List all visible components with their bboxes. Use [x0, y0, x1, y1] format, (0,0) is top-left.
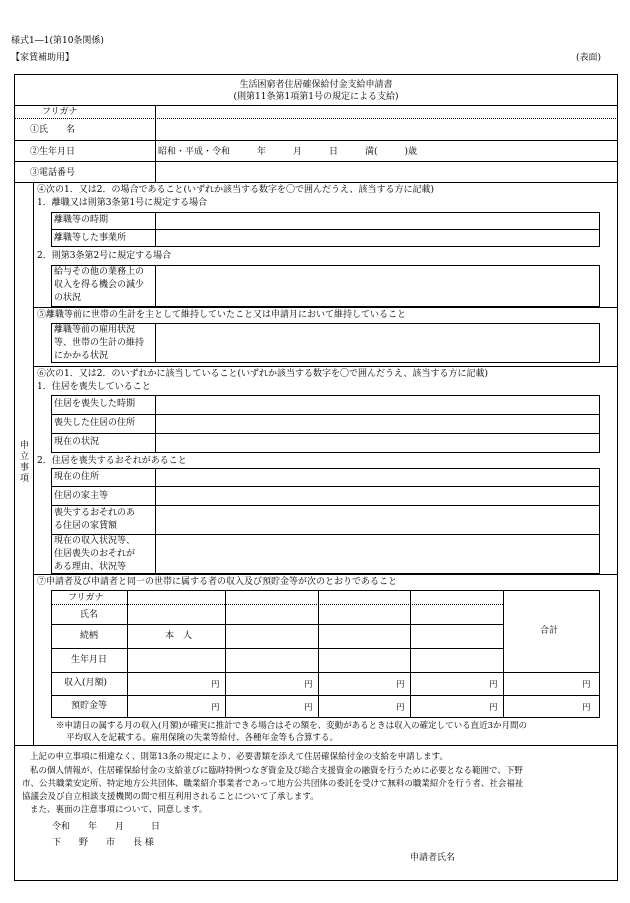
section6-heading: ⑥次の1．又は2．のいずれかに該当していること(いずれか該当する数字を〇で囲んだうえ、該当する方に記載) [37, 369, 489, 379]
section5-heading: ⑤離職等前に世帯の生計を主として維持していたこと又は申請月において維持していること [37, 310, 407, 320]
addressee: 下 野 市 長 様 [52, 838, 154, 848]
birthdate-label: ②生年月日 [30, 147, 76, 157]
divider [503, 590, 504, 718]
col-relation-label: 続柄 [80, 631, 99, 641]
divider [51, 229, 600, 230]
col-furigana-label: フリガナ [68, 593, 104, 603]
divider [155, 265, 156, 307]
signature-field[interactable] [462, 850, 612, 866]
row-rent-2: る住居の家賃額 [54, 521, 118, 531]
birthdate-field[interactable]: 昭和・平成・令和 年 月 日 満( )歳 [158, 147, 418, 157]
divider [51, 414, 600, 415]
row-employment-1: 離職等前の雇用状況 [54, 325, 136, 335]
row-reason-1: 現在の収入状況等、 [54, 536, 136, 546]
row-rent-1: 喪失するおそれのあ [54, 508, 136, 518]
row-resign-office: 離職等した事業所 [54, 233, 127, 243]
yen-income-2: 円 [304, 680, 313, 690]
divider [318, 590, 319, 718]
divider [155, 395, 156, 453]
phone-label: ③電話番号 [30, 168, 76, 178]
row-lost-time: 住居を喪失した時期 [54, 399, 136, 409]
name-field[interactable] [158, 119, 615, 139]
declaration-3: また、裏面の注意事項について、同意します。 [30, 805, 208, 815]
divider [33, 182, 34, 745]
divider [51, 486, 600, 487]
yen-income-4: 円 [489, 680, 498, 690]
col-name-label: 氏名 [80, 610, 99, 620]
col-birth-label: 生年月日 [71, 655, 108, 665]
yen-savings-3: 円 [396, 703, 405, 713]
row-current-status: 現在の状況 [54, 437, 100, 447]
row-current-address: 現在の住所 [54, 472, 100, 482]
row-income-loss-2: 収入を得る機会の減少 [54, 280, 145, 290]
category-label: 【家賃補助用】 [11, 53, 75, 63]
yen-savings-4: 円 [489, 703, 498, 713]
row-landlord: 住居の家主等 [54, 491, 109, 501]
side-label: (表面) [576, 53, 602, 63]
row-reason-3: ある理由、状況等 [54, 562, 127, 572]
divider [51, 695, 600, 696]
yen-income-1: 円 [211, 680, 220, 690]
yen-income-total: 円 [582, 680, 591, 690]
divider [14, 745, 618, 746]
divider [155, 105, 156, 182]
row-income-loss-3: の状況 [54, 293, 82, 303]
relation-self: 本 人 [165, 631, 193, 641]
divider [51, 534, 600, 535]
row-resign-time: 離職等の時期 [54, 215, 109, 225]
form-title: 生活困窮者住居確保給付金支給申請書 [239, 80, 393, 90]
divider [51, 604, 503, 605]
divider [51, 505, 600, 506]
divider [14, 182, 618, 183]
divider [33, 366, 618, 367]
divider [155, 468, 156, 574]
form-subtitle: (則第11条第1項第1号の規定による支給) [233, 92, 399, 102]
divider [410, 590, 411, 718]
total-label: 合計 [540, 626, 559, 636]
declaration-2a: 私の個人情報が、住居確保給付金の支給並びに臨時特例つなぎ資金及び総合支援資金の融資を行うために必要となる範囲で、下野 [30, 766, 523, 776]
divider [51, 648, 503, 649]
side-label-moushitate: 申立事項 [18, 440, 28, 484]
yen-income-3: 円 [396, 680, 405, 690]
divider [127, 590, 128, 718]
section4-item2: 2．則第3条第2号に規定する場合 [37, 251, 172, 261]
declaration-2b: 市、公共職業安定所、特定地方公共団体、職業紹介事業者であって地方公共団体の委託を受けて無料の職業紹介を行う者、社会福祉 [22, 779, 524, 789]
yen-savings-total: 円 [582, 703, 591, 713]
income-note-1: ※申請日の属する月の収入(月額)が確実に推計できる場合はその額を、変動があるときは収入の確定している直近3か月間の [56, 721, 528, 731]
income-table [51, 590, 600, 718]
section4-item1: 1．離職又は則第3条第1号に規定する場合 [37, 198, 208, 208]
application-date[interactable]: 令和 年 月 日 [52, 822, 161, 832]
divider [14, 105, 618, 106]
divider [33, 307, 618, 308]
phone-field[interactable] [158, 162, 615, 181]
declaration-1: 上記の申立事項に相違なく、則第13条の規定により、必要書類を添えて住居確保給付金の支給を申請します。 [30, 752, 448, 762]
furigana-label: フリガナ [42, 107, 78, 117]
col-income-label: 収入(月額) [64, 678, 108, 688]
row-employment-3: にかかる状況 [54, 351, 109, 361]
divider [51, 672, 600, 673]
col-savings-label: 預貯金等 [71, 701, 108, 711]
row-lost-address: 喪失した住居の住所 [54, 418, 136, 428]
yen-savings-2: 円 [304, 703, 313, 713]
section4-heading: ④次の1．又は2．の場合であること(いずれか該当する数字を〇で囲んだうえ、該当する方に記載) [37, 185, 435, 195]
yen-savings-1: 円 [211, 703, 220, 713]
divider [225, 590, 226, 718]
divider [14, 140, 618, 141]
row-employment-2: 等、世帯の生計の維持 [54, 338, 145, 348]
form-number: 様式1―1(第10条関係) [11, 36, 104, 46]
name-label: ①氏 名 [30, 125, 76, 135]
signature-label: 申請者氏名 [410, 853, 456, 863]
section6-item1: 1．住居を喪失していること [37, 382, 151, 392]
row-income-loss-1: 給与その他の業務上の [54, 267, 145, 277]
divider [33, 574, 618, 575]
section6-item2: 2．住居を喪失するおそれがあること [37, 456, 187, 466]
divider [51, 624, 503, 625]
section7-heading: ⑦申請者及び申請者と同一の世帯に属する者の収入及び預貯金等が次のとおりであること [37, 577, 398, 587]
divider [155, 323, 156, 363]
income-note-2: 平均収入を記載する。雇用保険の失業等給付、各種年金等も合算する。 [66, 733, 339, 743]
row-reason-2: 住居喪失のおそれが [54, 549, 136, 559]
divider [51, 433, 600, 434]
declaration-2c: 協議会及び自立相談支援機関の間で相互利用されることについて了承します。 [22, 792, 319, 802]
